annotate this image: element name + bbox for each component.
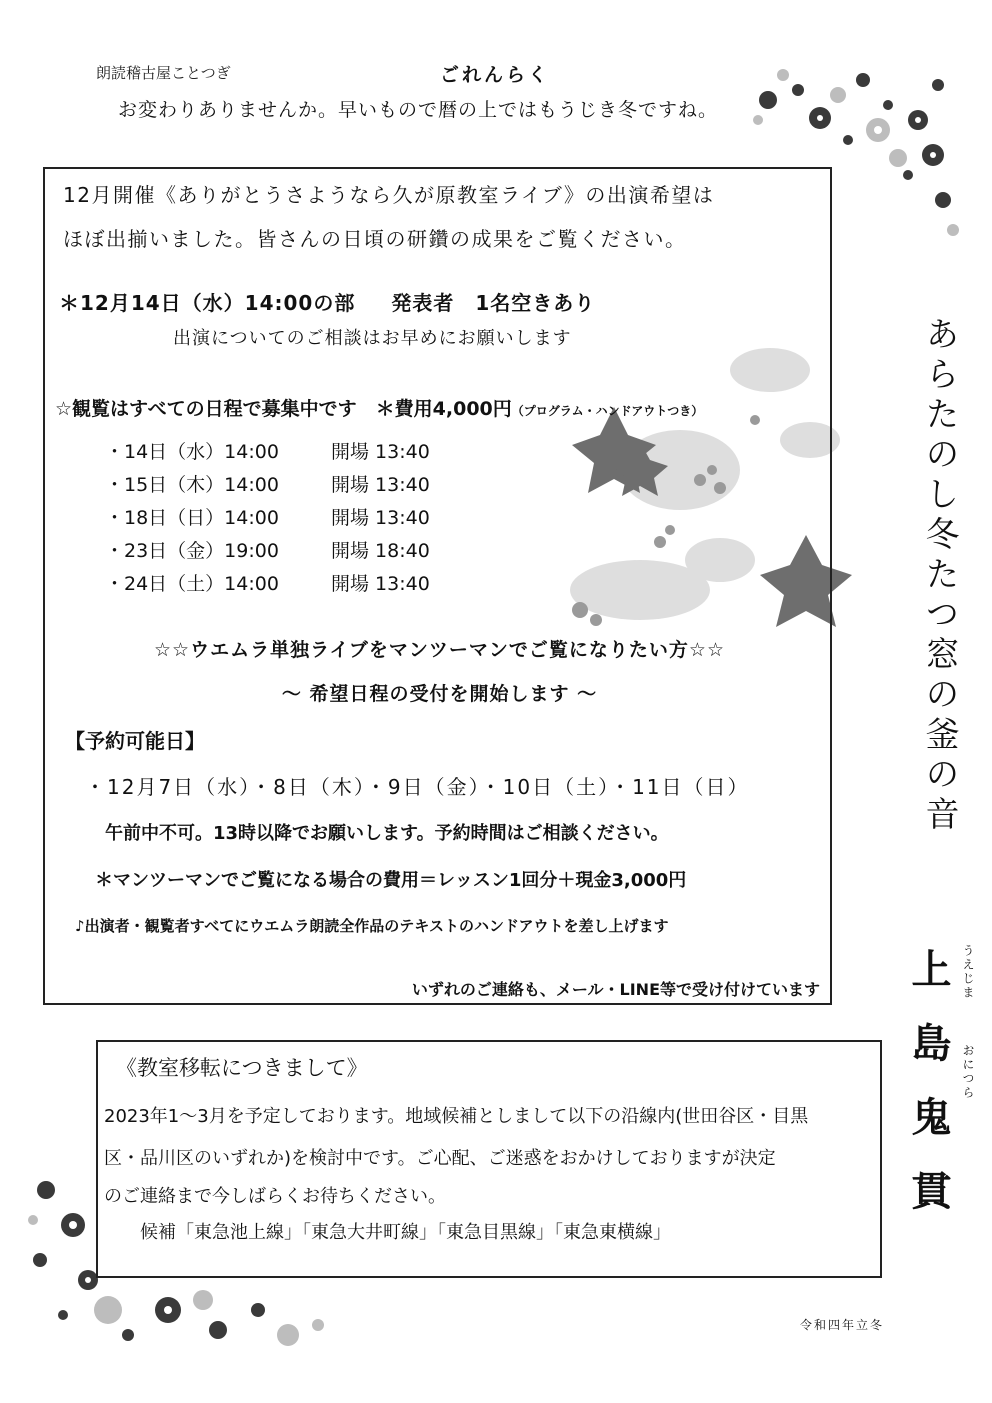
relocation-box: [96, 1040, 882, 1278]
schedule-date: ・23日（金）19:00: [105, 540, 279, 562]
schedule-open: 開場 13:40: [331, 573, 430, 595]
ruby-family-name: うえじま: [961, 944, 975, 1000]
intro-line: ほぼ出揃いました。皆さんの日頃の研鑽の成果をご覧ください。: [63, 227, 687, 251]
consult-note: 出演についてのご相談はお早めにお願いします: [173, 328, 572, 349]
relocation-candidates: 候補「東急池上線」「東急大井町線」「東急目黒線」「東急東横線」: [104, 1222, 671, 1243]
solo-live-title: ☆☆ウエムラ単独ライブをマンツーマンでご覧になりたい方☆☆: [154, 639, 725, 661]
session-line: [59, 287, 595, 316]
schedule-date: ・18日（日）14:00: [105, 507, 279, 529]
relocation-title: 《教室移転につきまして》: [116, 1056, 368, 1080]
live-info-box: [43, 167, 832, 1005]
solo-live-subtitle: ～ 希望日程の受付を開始します ～: [281, 683, 598, 705]
reservation-dates: ・12月7日（水）・8日（木）・9日（金）・10日（土）・11日（日）: [85, 775, 750, 799]
session-status: 発表者 1名空きあり: [391, 291, 596, 315]
schedule-item: [105, 503, 430, 530]
schedule-item: [105, 569, 430, 596]
viewing-note: （プログラム・ハンドアウトつき）: [511, 404, 704, 418]
schedule-date: ・24日（土）14:00: [105, 573, 279, 595]
relocation-line: 区・品川区のいずれか)を検討中です。ご心配、ご迷惑をおかけしておりますが決定: [104, 1148, 776, 1169]
schedule-open: 開場 13:40: [331, 507, 430, 529]
school-name: 朗読稽古屋ことつぎ: [96, 64, 231, 82]
haiku: あらたのし冬たつ窓の釜の音: [919, 316, 959, 836]
schedule-date: ・15日（木）14:00: [105, 474, 279, 496]
handout-note: ♪出演者・観覧者すべてにウエムラ朗読全作品のテキストのハンドアウトを差し上げます: [75, 917, 669, 935]
time-note: 午前中不可。13時以降でお願いします。予約時間はご相談ください。: [105, 823, 669, 844]
reservation-label: 【予約可能日】: [65, 729, 205, 753]
session-prefix: ＊12月14日（水）14:00の部: [59, 291, 356, 315]
schedule-open: 開場 18:40: [331, 540, 430, 562]
contact-note: いずれのご連絡も、メール・LINE等で受け付けています: [411, 980, 820, 999]
schedule-item: [105, 536, 430, 563]
issue-date: 令和四年立冬: [800, 1318, 885, 1332]
schedule-item: [105, 470, 430, 497]
fee-note: ＊マンツーマンでご覧になる場合の費用＝レッスン1回分＋現金3,000円: [95, 870, 687, 891]
intro-line: 12月開催《ありがとうさようなら久が原教室ライブ》の出演希望は: [63, 183, 715, 207]
relocation-line: 2023年1～3月を予定しております。地域候補としまして以下の沿線内(世田谷区・目黒: [104, 1106, 809, 1127]
schedule-open: 開場 13:40: [331, 474, 430, 496]
viewing-line: [55, 394, 703, 421]
ruby-given-name: おにつら: [961, 1044, 975, 1100]
schedule-open: 開場 13:40: [331, 441, 430, 463]
schedule-item: [105, 437, 430, 464]
relocation-line: のご連絡まで今しばらくお待ちください。: [104, 1186, 446, 1207]
schedule-date: ・14日（水）14:00: [105, 441, 279, 463]
haiku-author: 上島鬼貫: [905, 948, 952, 1244]
viewing-main: ☆観覧はすべての日程で募集中です ＊費用4,000円: [55, 398, 512, 420]
page-title: ごれんらく: [440, 64, 551, 86]
greeting: お変わりありませんか。早いもので暦の上ではもうじき冬ですね。: [118, 99, 719, 121]
